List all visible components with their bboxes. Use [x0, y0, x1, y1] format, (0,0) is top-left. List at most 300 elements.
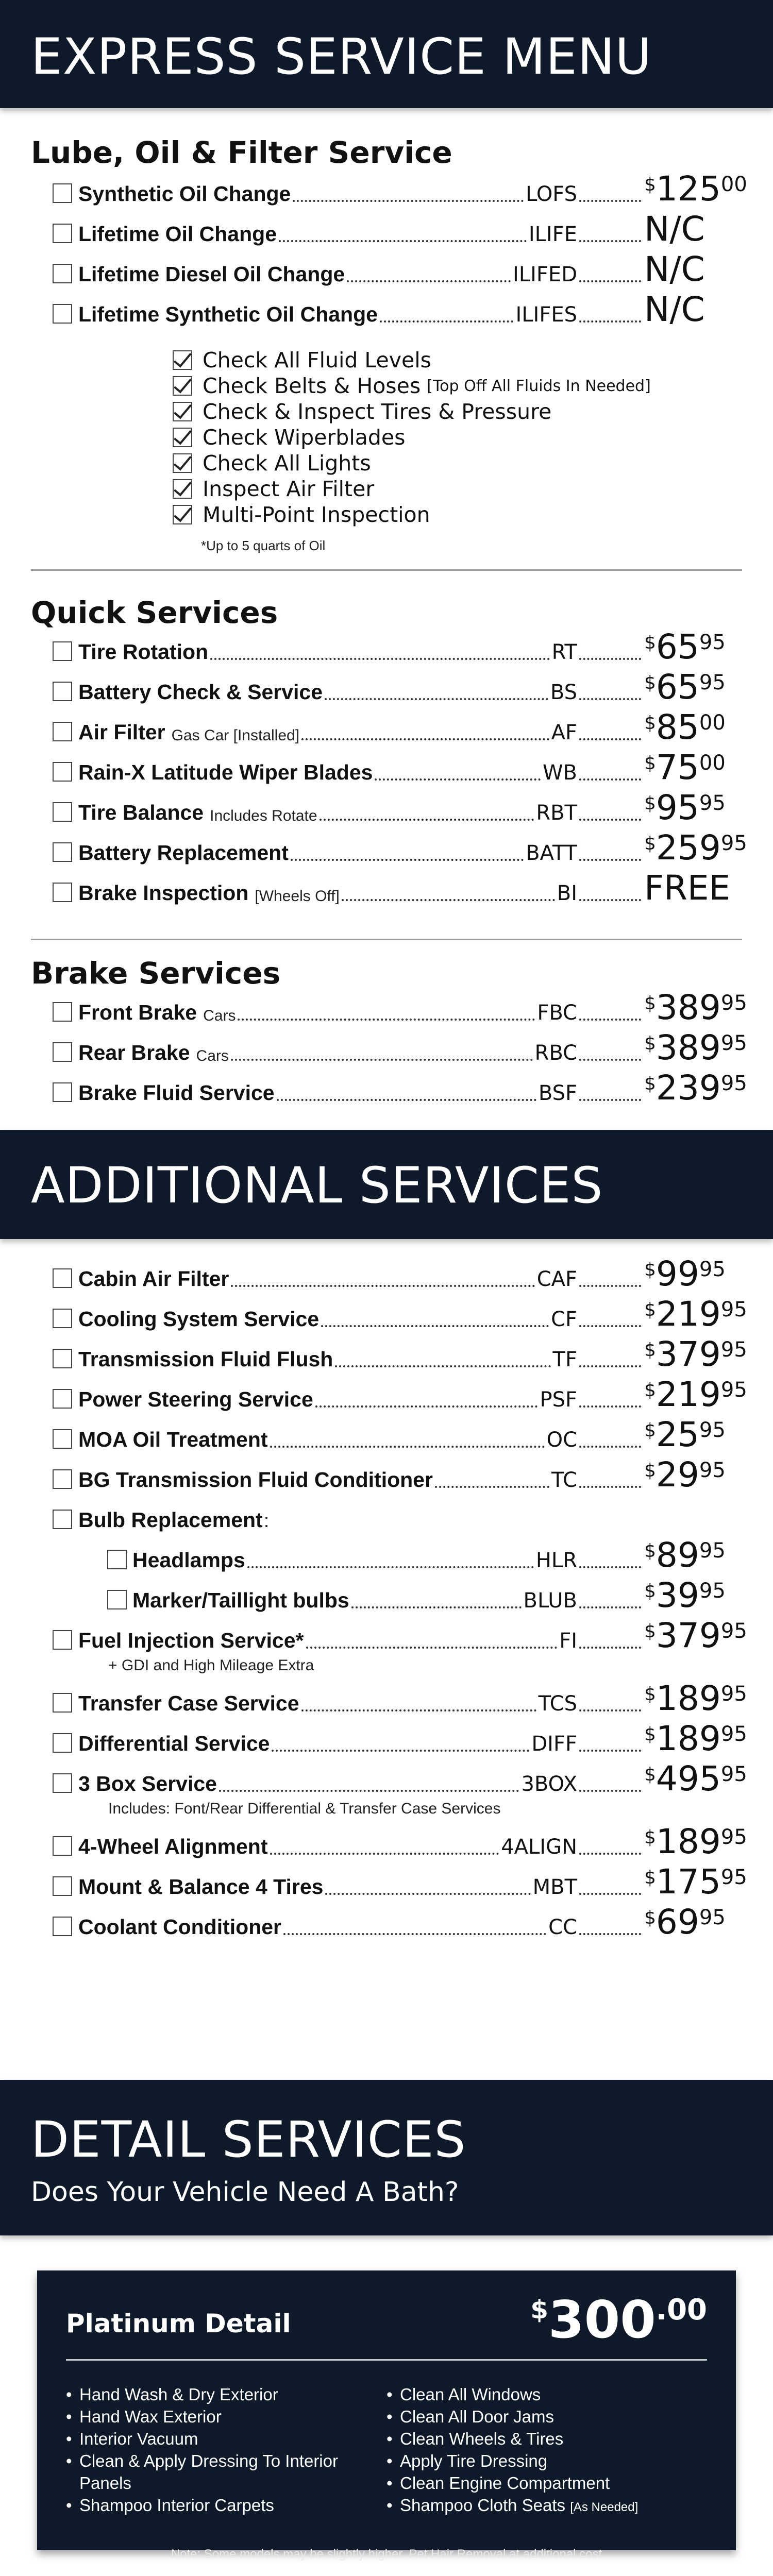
service-row[interactable]	[31, 1822, 747, 1865]
checkbox[interactable]	[53, 762, 72, 782]
price-currency: $	[644, 1724, 656, 1745]
item-name: Lifetime Synthetic Oil Change	[78, 302, 378, 326]
checkbox[interactable]	[53, 1268, 72, 1288]
price-currency: $	[644, 713, 656, 734]
service-row[interactable]	[31, 1028, 747, 1071]
checkbox[interactable]	[53, 1836, 72, 1856]
item-code: 4ALIGN	[501, 1835, 577, 1859]
service-row-text	[78, 1254, 742, 1297]
checked-box-icon	[173, 453, 192, 473]
price-main: 389	[656, 1028, 721, 1067]
dot-leader	[579, 1566, 641, 1568]
checkbox[interactable]	[53, 1510, 72, 1529]
checkbox[interactable]	[53, 1733, 72, 1753]
item-price	[644, 1822, 747, 1861]
additional-title: ADDITIONAL SERVICES	[31, 1157, 603, 1214]
item-price	[644, 1535, 742, 1575]
dot-leader	[335, 1365, 550, 1367]
item-name: Lifetime Diesel Oil Change	[78, 262, 345, 286]
item-name: Transfer Case Service	[78, 1691, 299, 1715]
checkbox[interactable]	[53, 1389, 72, 1409]
service-row-text	[78, 209, 742, 252]
card-feature	[66, 2428, 386, 2450]
item-code: BATT	[526, 841, 577, 865]
price-currency: $	[644, 1684, 656, 1705]
service-row[interactable]	[31, 707, 742, 751]
price-cents: 95	[699, 1906, 726, 1929]
detail-title: DETAIL SERVICES	[31, 2111, 466, 2168]
item-price	[644, 1862, 747, 1902]
checkbox[interactable]	[53, 1082, 72, 1102]
checkbox[interactable]	[53, 842, 72, 862]
checkbox[interactable]	[53, 1693, 72, 1713]
checkbox[interactable]	[53, 183, 72, 203]
service-row[interactable]	[31, 1334, 747, 1378]
lube-checklist	[31, 347, 742, 528]
service-row-text	[78, 1415, 742, 1458]
price-cents: 95	[720, 1619, 747, 1643]
checkbox[interactable]	[53, 802, 72, 822]
card-feature-text: Clean Wheels & Tires	[400, 2429, 564, 2448]
checkbox[interactable]	[53, 1429, 72, 1449]
price-cents: .00	[656, 2293, 707, 2327]
dot-leader	[342, 899, 555, 901]
card-feature	[386, 2450, 707, 2472]
checklist-note: [Top Off All Fluids In Needed]	[427, 377, 651, 395]
item-note: Cars	[203, 1007, 236, 1024]
price-main: 65	[656, 667, 699, 707]
price-currency: $	[644, 1259, 656, 1280]
item-name: BG Transmission Fluid Conditioner	[78, 1468, 433, 1492]
service-row-text	[78, 1902, 742, 1945]
service-row-text	[78, 1294, 747, 1337]
dot-leader	[347, 280, 511, 282]
price-main: 29	[656, 1455, 699, 1495]
lube-item-list	[31, 169, 747, 333]
service-row-text	[78, 988, 747, 1031]
service-row-text	[78, 1028, 747, 1071]
price-main: FREE	[644, 868, 731, 908]
price-main: 25	[656, 1415, 699, 1454]
checkbox[interactable]	[53, 722, 72, 741]
item-code: BSF	[538, 1081, 577, 1105]
card-feature-list-right	[386, 2383, 707, 2518]
service-row-text	[78, 1068, 747, 1111]
dot-leader	[579, 698, 641, 700]
card-feature-text: Apply Tire Dressing	[400, 2451, 548, 2470]
checkbox[interactable]	[53, 1349, 72, 1368]
price-main: 85	[656, 707, 699, 747]
price-currency: $	[644, 174, 656, 195]
item-name: 4-Wheel Alignment	[78, 1835, 268, 1858]
item-name: Brake Fluid Service	[78, 1081, 275, 1105]
dot-leader	[579, 859, 641, 861]
price-cents: 95	[720, 1866, 747, 1889]
item-name: Cooling System Service	[78, 1307, 320, 1331]
checkbox[interactable]	[53, 224, 72, 243]
dot-leader	[219, 1790, 519, 1792]
price-main: 189	[656, 1679, 721, 1718]
price-main: 259	[656, 828, 721, 868]
checkbox[interactable]	[53, 641, 72, 661]
checklist-label: Check All Fluid Levels	[203, 348, 432, 372]
section-title-brake: Brake Services	[31, 956, 281, 991]
service-row-text	[78, 667, 742, 710]
price-main: 39	[656, 1575, 699, 1615]
card-feature-text: Clean & Apply Dressing To Interior Panels	[79, 2451, 338, 2493]
item-price	[644, 1254, 742, 1294]
card-feature-text: Clean All Door Jams	[400, 2407, 554, 2426]
bullet-icon: •	[386, 2451, 393, 2470]
item-price	[644, 667, 742, 707]
item-name: Rain-X Latitude Wiper Blades	[78, 760, 373, 784]
item-name: Coolant Conditioner	[78, 1915, 282, 1939]
price-cents: 95	[699, 1258, 726, 1281]
item-note: Cars	[196, 1047, 229, 1064]
item-price	[644, 748, 742, 787]
card-feature	[66, 2405, 386, 2428]
card-feature	[386, 2405, 707, 2428]
checklist-item	[173, 425, 742, 450]
dot-leader	[283, 1933, 546, 1935]
dot-leader	[238, 1019, 535, 1021]
price-cents: 95	[699, 1539, 726, 1563]
card-feature-text: Hand Wax Exterior	[79, 2407, 222, 2426]
service-row-text	[78, 290, 742, 333]
box-subnote: Includes: Font/Rear Differential & Transfer Case Services	[108, 1800, 501, 1817]
item-price	[644, 1575, 742, 1615]
checklist-item	[173, 476, 742, 502]
item-code: TCS	[538, 1692, 577, 1716]
item-price	[644, 788, 742, 827]
dot-leader	[321, 1325, 549, 1327]
item-suffix: :	[263, 1510, 270, 1532]
dot-leader	[325, 1893, 530, 1895]
box-item	[31, 1759, 747, 1802]
dot-leader	[579, 240, 641, 242]
service-row-text	[78, 1334, 747, 1378]
service-row[interactable]	[31, 1535, 742, 1579]
service-row[interactable]	[31, 1455, 742, 1498]
price-main: 495	[656, 1759, 721, 1799]
dot-leader	[291, 859, 524, 861]
item-price	[644, 627, 742, 667]
detail-services-header	[0, 2080, 773, 2235]
checked-box-icon	[173, 479, 192, 499]
checklist-item	[173, 347, 742, 373]
quick-item-list	[31, 627, 747, 911]
service-row-text	[78, 169, 747, 212]
service-row[interactable]	[31, 828, 747, 871]
dot-leader	[306, 1647, 558, 1649]
item-price	[644, 1679, 747, 1718]
price-cents: 95	[720, 1378, 747, 1402]
checkbox[interactable]	[53, 1002, 72, 1022]
price-main: 189	[656, 1719, 721, 1758]
price-cents: 95	[699, 631, 726, 654]
section-title-quick: Quick Services	[31, 595, 278, 630]
brake-section	[0, 956, 773, 1111]
price-cents: 95	[720, 991, 747, 1015]
checkbox[interactable]	[53, 1309, 72, 1328]
bulb-item-list	[31, 1535, 742, 1619]
fuel-item	[31, 1616, 747, 1659]
card-price	[530, 2290, 707, 2350]
price-cents: 95	[699, 671, 726, 694]
item-code: RBT	[536, 801, 577, 825]
dot-leader	[325, 698, 548, 700]
item-price	[644, 988, 747, 1027]
item-code: BI	[557, 882, 577, 905]
service-row[interactable]	[31, 1616, 747, 1659]
price-main: 89	[656, 1535, 699, 1575]
price-main: 219	[656, 1294, 721, 1334]
bullet-icon: •	[66, 2496, 72, 2515]
fuel-subnote: + GDI and High Mileage Extra	[108, 1657, 314, 1674]
item-name: Power Steering Service	[78, 1387, 313, 1411]
price-currency: $	[644, 1460, 656, 1481]
item-code: RT	[551, 640, 577, 664]
service-row-text	[78, 1616, 747, 1659]
item-name: Bulb Replacement	[78, 1508, 263, 1532]
dot-leader	[315, 1405, 538, 1408]
item-price	[644, 1294, 747, 1334]
checkbox[interactable]	[53, 682, 72, 701]
dot-leader	[301, 738, 549, 740]
price-main: 189	[656, 1822, 721, 1861]
service-row[interactable]	[31, 1375, 747, 1418]
price-cents: 00	[699, 711, 726, 735]
checkbox[interactable]	[53, 883, 72, 902]
price-currency: $	[644, 753, 656, 774]
item-name: Battery Check & Service	[78, 680, 323, 704]
dot-leader	[435, 1486, 549, 1488]
checklist-item	[173, 399, 742, 425]
bullet-icon: •	[66, 2429, 72, 2448]
price-main: 219	[656, 1375, 721, 1414]
service-row-text	[78, 707, 742, 751]
card-feature-text: Interior Vacuum	[79, 2429, 198, 2448]
price-currency: $	[644, 1420, 656, 1441]
checklist-item	[173, 373, 742, 399]
dot-leader	[579, 1405, 641, 1408]
dot-leader	[579, 819, 641, 821]
dot-leader	[579, 1647, 641, 1649]
item-price	[644, 1719, 747, 1758]
item-price	[644, 249, 742, 289]
item-code: TF	[552, 1348, 577, 1371]
item-code: TC	[551, 1468, 577, 1492]
price-main: N/C	[644, 249, 705, 289]
service-row[interactable]	[31, 209, 742, 252]
item-name: MOA Oil Treatment	[78, 1428, 268, 1451]
bullet-icon: •	[66, 2451, 72, 2470]
price-cents: 00	[699, 751, 726, 775]
service-row[interactable]	[31, 1415, 742, 1458]
price-currency: $	[644, 1073, 656, 1094]
service-row-text	[78, 1822, 747, 1865]
service-row[interactable]	[31, 1679, 747, 1722]
dot-leader	[579, 1325, 641, 1327]
service-row[interactable]	[31, 290, 742, 333]
service-row-text	[78, 1375, 747, 1418]
service-row[interactable]	[31, 1719, 747, 1762]
bullet-icon: •	[386, 2473, 393, 2493]
service-row-text	[78, 788, 742, 831]
checkbox[interactable]	[53, 1876, 72, 1896]
dot-leader	[579, 1446, 641, 1448]
dot-leader	[270, 1446, 545, 1448]
bullet-icon: •	[386, 2385, 393, 2404]
checkbox[interactable]	[107, 1590, 127, 1609]
item-price	[644, 1334, 747, 1374]
item-note: [Wheels Off]	[255, 888, 340, 905]
service-row[interactable]	[31, 1294, 747, 1337]
service-row-text	[78, 1862, 747, 1905]
checked-box-icon	[173, 505, 192, 524]
item-name: Synthetic Oil Change	[78, 182, 291, 206]
price-main: 65	[656, 627, 699, 667]
dot-leader	[375, 778, 541, 781]
checklist-item	[173, 502, 742, 528]
additional-item-list-2	[31, 1679, 747, 1762]
dot-leader	[301, 1709, 536, 1711]
item-price	[644, 1375, 747, 1414]
price-currency: $	[644, 632, 656, 653]
item-price	[644, 828, 747, 868]
dot-leader	[320, 819, 534, 821]
dot-leader	[272, 1750, 529, 1752]
item-note: Gas Car [Installed]	[171, 727, 300, 744]
checkbox[interactable]	[53, 1773, 72, 1793]
dot-leader	[231, 1285, 534, 1287]
card-feature	[386, 2472, 707, 2494]
service-row[interactable]	[31, 1254, 742, 1297]
service-row[interactable]	[31, 1862, 747, 1905]
additional-item-list	[31, 1254, 747, 1498]
service-row[interactable]	[31, 1759, 747, 1802]
service-row-text	[78, 1759, 747, 1802]
bullet-icon: •	[386, 2407, 393, 2426]
price-currency: $	[644, 1380, 656, 1401]
checkbox[interactable]	[53, 264, 72, 283]
item-code: FBC	[537, 1001, 577, 1025]
checklist-label: Inspect Air Filter	[203, 477, 375, 501]
checkbox[interactable]	[107, 1550, 127, 1569]
bullet-icon: •	[66, 2385, 72, 2404]
checkbox[interactable]	[53, 1042, 72, 1062]
checkbox[interactable]	[53, 1917, 72, 1936]
dot-leader	[579, 1059, 641, 1061]
price-cents: 95	[699, 791, 726, 815]
card-feature-text: Hand Wash & Dry Exterior	[79, 2385, 278, 2404]
card-feature-text: Clean All Windows	[400, 2385, 541, 2404]
checkbox[interactable]	[53, 1469, 72, 1489]
service-row-text	[132, 1575, 742, 1619]
lube-section	[0, 135, 773, 554]
card-feature-list-left	[66, 2383, 386, 2518]
service-row-text	[132, 1535, 742, 1579]
item-name: Battery Replacement	[78, 841, 289, 865]
service-row-text	[78, 748, 742, 791]
service-row[interactable]	[31, 868, 742, 911]
service-row-text	[78, 868, 742, 911]
price-cents: 95	[720, 1031, 747, 1055]
dot-leader	[579, 1933, 641, 1935]
service-row[interactable]	[31, 249, 742, 293]
item-code: DIFF	[531, 1732, 577, 1756]
price-cents: 00	[720, 173, 747, 196]
price-main: 239	[656, 1068, 721, 1108]
item-note: Includes Rotate	[210, 807, 317, 824]
platinum-detail-card[interactable]	[37, 2270, 736, 2561]
checklist-label: Multi-Point Inspection	[203, 502, 430, 527]
service-row[interactable]	[31, 1575, 742, 1619]
item-name: Marker/Taillight bulbs	[132, 1588, 349, 1612]
price-cents: 95	[720, 1762, 747, 1786]
price-cents: 95	[720, 1072, 747, 1095]
item-price	[644, 169, 747, 209]
brake-item-list	[31, 988, 747, 1111]
item-code: 3BOX	[521, 1772, 577, 1796]
item-price	[644, 1759, 747, 1799]
card-feature-text: Shampoo Interior Carpets	[79, 2496, 274, 2515]
service-row[interactable]	[31, 169, 747, 212]
dot-leader	[293, 200, 524, 202]
checklist-label: Check Wiperblades	[203, 425, 406, 450]
price-main: 125	[656, 169, 721, 209]
dot-leader	[579, 1606, 641, 1608]
section-title-lube: Lube, Oil & Filter Service	[31, 135, 452, 170]
dot-leader	[579, 658, 641, 660]
checked-box-icon	[173, 428, 192, 447]
price-currency: $	[644, 1907, 656, 1928]
dot-leader	[579, 1790, 641, 1792]
price-cents: 95	[720, 832, 747, 855]
price-main: 69	[656, 1902, 699, 1942]
checkbox[interactable]	[53, 304, 72, 324]
checklist-label: Check & Inspect Tires & Pressure	[203, 399, 552, 424]
card-feature	[386, 2494, 707, 2518]
section-divider	[31, 569, 742, 571]
bulb-replacement-row[interactable]	[31, 1498, 742, 1538]
service-row[interactable]	[31, 748, 742, 791]
item-name: Mount & Balance 4 Tires	[78, 1875, 324, 1899]
price-main: 95	[656, 788, 699, 827]
service-row[interactable]	[31, 988, 747, 1031]
service-row[interactable]	[31, 667, 742, 710]
item-code: ILIFE	[528, 223, 577, 246]
service-row[interactable]	[31, 788, 742, 831]
card-feature	[66, 2450, 386, 2494]
item-code: AF	[551, 721, 577, 744]
price-currency: $	[644, 1340, 656, 1361]
service-row[interactable]	[31, 1068, 747, 1111]
dot-leader	[231, 1059, 533, 1061]
price-currency: $	[644, 833, 656, 854]
service-row[interactable]	[31, 627, 742, 670]
detail-subtitle: Does Your Vehicle Need A Bath?	[31, 2177, 459, 2208]
section-divider	[31, 939, 742, 940]
checked-box-icon	[173, 350, 192, 370]
card-feature	[66, 2494, 386, 2516]
checkbox[interactable]	[53, 1630, 72, 1650]
item-name: Front Brake	[78, 1001, 197, 1024]
price-currency: $	[644, 672, 656, 693]
item-name: 3 Box Service	[78, 1772, 217, 1795]
dot-leader	[579, 1019, 641, 1021]
service-row[interactable]	[31, 1902, 742, 1945]
